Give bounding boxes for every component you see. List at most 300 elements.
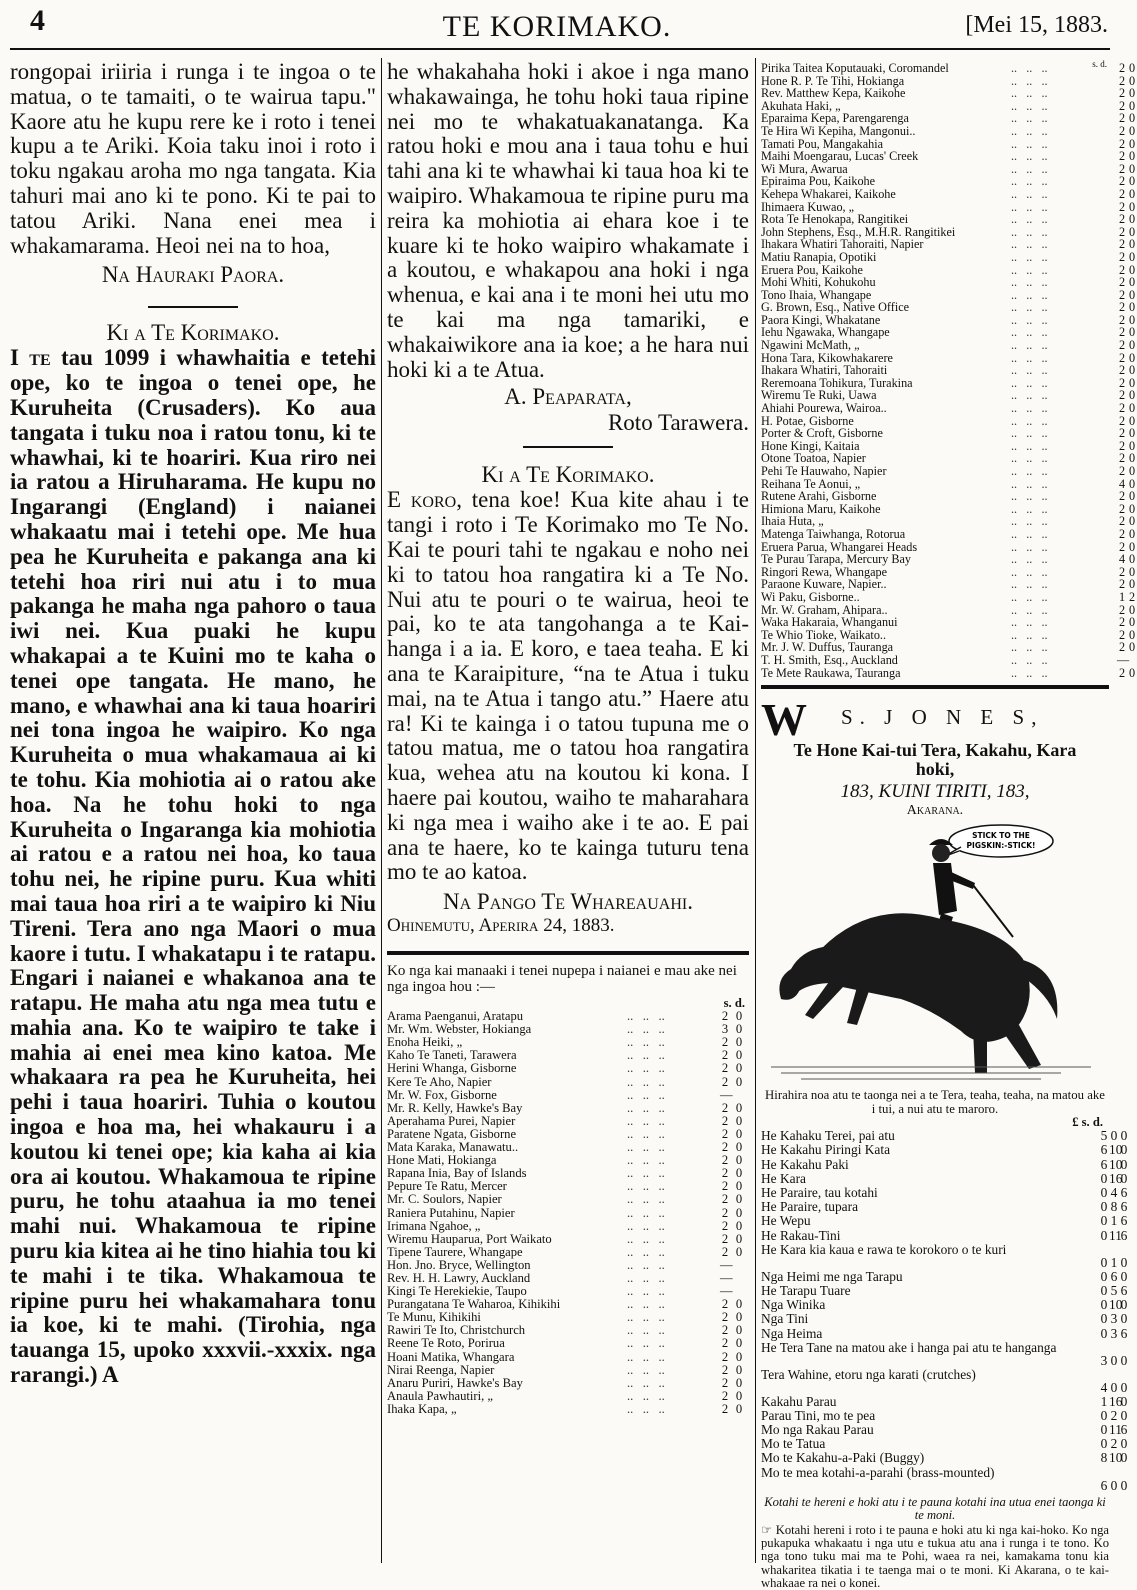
- amount-pence: 0: [735, 1336, 743, 1351]
- amount-pence: 0: [1128, 426, 1136, 441]
- double-rule: [387, 951, 749, 955]
- amount-shillings: 2: [721, 1375, 729, 1390]
- amount-pence: 0: [1128, 640, 1136, 655]
- leader-dots: .. .. ..: [627, 1074, 665, 1089]
- double-rule: [761, 685, 1109, 689]
- price-pence: 6: [1120, 1282, 1128, 1298]
- subscriber-name: Mohi Whiti, Kohukohu: [761, 275, 876, 290]
- amount-pence: 0: [1128, 73, 1136, 88]
- leader-dots: .. .. ..: [627, 1270, 665, 1285]
- leader-dots: .. .. ..: [1011, 375, 1048, 390]
- amount-shillings: —: [720, 1087, 733, 1102]
- subscriber-name: Kingi Te Herekiekie, Taupo: [387, 1284, 527, 1299]
- price-row: [761, 1393, 1128, 1409]
- subscriber-name: Mr. Wm. Webster, Hokianga: [387, 1022, 532, 1037]
- price-row: [761, 1436, 1128, 1452]
- amount-pence: 0: [1128, 212, 1136, 227]
- subscriber-row: [761, 123, 1136, 138]
- amount-shillings: 1: [1118, 589, 1126, 604]
- ad-note-italic: Kotahi te hereni e hoki atu i te pauna kotahi ina utua enei taonga ki te moni.: [764, 1494, 1106, 1522]
- subscriber-name: Wi Mura, Awarua: [761, 161, 848, 176]
- price-row: [761, 1464, 1128, 1493]
- price-row: [761, 1311, 1128, 1327]
- subscriber-row: [387, 1390, 749, 1403]
- page-header: [0, 0, 1114, 50]
- price-pence: 0: [1120, 1436, 1128, 1452]
- price-pounds: 4: [1100, 1379, 1108, 1395]
- subscriber-name: Reihana Te Aonui, „: [761, 476, 861, 491]
- price-pence: 0: [1120, 1311, 1128, 1327]
- amount-shillings: 2: [1118, 375, 1126, 390]
- newspaper-title: TE KORIMAKO.: [442, 10, 672, 43]
- leader-dots: .. .. ..: [627, 1153, 665, 1168]
- subscriber-name: Enoha Heiki, „: [387, 1035, 463, 1050]
- subscriber-name: Hone Mati, Hokianga: [387, 1153, 497, 1168]
- sd-label: s. d.: [1092, 59, 1107, 69]
- amount-shillings: 2: [721, 1048, 729, 1063]
- subscriber-name: Ngawini McMath, „: [761, 338, 860, 353]
- amount-shillings: 2: [721, 1336, 729, 1351]
- price-pounds: 0: [1100, 1227, 1108, 1243]
- price-pounds: 6: [1100, 1142, 1108, 1158]
- subscriber-name: Kehepa Whakarei, Kaikohe: [761, 186, 896, 201]
- amount-pence: 0: [1128, 526, 1136, 541]
- price-row: [761, 1142, 1128, 1158]
- subscriber-name: Raniera Putahinu, Napier: [387, 1205, 515, 1220]
- price-item-name: He Tera Tane na matou ake i hanga pai atu te hanganga: [761, 1339, 1057, 1355]
- amount-shillings: 2: [1118, 489, 1126, 504]
- amount-pence: 0: [1128, 375, 1136, 390]
- ad-town: Akarana.: [906, 803, 964, 819]
- subscriber-list: [761, 59, 1136, 680]
- amount-shillings: 2: [1118, 401, 1126, 416]
- subscriber-name: Ihaia Huta, „: [761, 514, 824, 529]
- price-pence: 0: [1120, 1128, 1128, 1144]
- price-pence: 0: [1120, 1170, 1128, 1186]
- amount-shillings: 2: [1118, 300, 1126, 315]
- amount-pence: 0: [735, 1048, 743, 1063]
- subscriber-name: Irimana Ngahoe, „: [387, 1218, 481, 1233]
- price-pence: 0: [1120, 1379, 1128, 1395]
- subscriber-row: [761, 186, 1136, 201]
- price-shillings: 10: [1109, 1142, 1123, 1158]
- price-item-name: He Paraire, tupara: [761, 1199, 859, 1215]
- amount-shillings: 2: [1118, 111, 1126, 126]
- amount-pence: 0: [1128, 552, 1136, 567]
- subscriber-name: Mr. C. Soulors, Napier: [387, 1192, 502, 1207]
- subscriber-row: [761, 275, 1136, 290]
- leader-dots: .. .. ..: [1011, 627, 1048, 642]
- price-pounds: 0: [1100, 1436, 1108, 1452]
- amount-shillings: 2: [721, 1074, 729, 1089]
- subscriber-row: [761, 589, 1136, 604]
- subscriber-name: Tono Ihaia, Whangape: [761, 287, 872, 302]
- amount-pence: 2: [1128, 589, 1136, 604]
- price-shillings: 0: [1110, 1128, 1118, 1144]
- subscriber-name: Matiu Ranapia, Opotiki: [761, 249, 877, 264]
- price-item-name: Nga Winika: [761, 1297, 826, 1313]
- amount-shillings: 2: [1118, 350, 1126, 365]
- amount-shillings: 2: [721, 1140, 729, 1155]
- price-shillings: 8: [1110, 1199, 1118, 1215]
- amount-pence: 0: [1128, 539, 1136, 554]
- subscriber-row: [387, 1246, 749, 1259]
- leader-dots: .. .. ..: [1011, 338, 1048, 353]
- subscriber-name: Kaho Te Taneti, Tarawera: [387, 1048, 517, 1063]
- leader-dots: .. .. ..: [627, 1375, 665, 1390]
- leader-dots: .. .. ..: [627, 1126, 665, 1141]
- subscriber-name: Hon. Jno. Bryce, Wellington: [387, 1257, 531, 1272]
- leader-dots: .. .. ..: [1011, 312, 1048, 327]
- price-shillings: 0: [1110, 1379, 1118, 1395]
- amount-shillings: 2: [721, 1388, 729, 1403]
- amount-pence: 0: [735, 1297, 743, 1312]
- subscriber-row: [761, 526, 1136, 541]
- amount-shillings: 2: [1118, 224, 1126, 239]
- amount-shillings: 2: [721, 1323, 729, 1338]
- leader-dots: .. .. ..: [627, 1192, 665, 1207]
- horse-foreleg: [847, 987, 869, 1025]
- price-pounds: 0: [1100, 1199, 1108, 1215]
- subscriber-name: Pehi Te Hauwaho, Napier: [761, 464, 887, 478]
- leader-dots: .. .. ..: [627, 1362, 665, 1377]
- amount-pence: 0: [735, 1323, 743, 1338]
- amount-shillings: 2: [1118, 338, 1126, 353]
- price-item-name: He Tarapu Tuare: [761, 1282, 851, 1298]
- price-row: [761, 1199, 1128, 1215]
- subscriber-name: Wiremu Hauparua, Port Waikato: [387, 1231, 552, 1246]
- price-pence: 0: [1120, 1477, 1128, 1493]
- leader-dots: .. .. ..: [1011, 413, 1048, 428]
- column-3: [761, 59, 1136, 1590]
- subscriber-name: Waka Hakaraia, Whanganui: [761, 615, 898, 630]
- subscriber-row: [387, 1089, 749, 1102]
- leader-dots: .. .. ..: [627, 1349, 665, 1364]
- price-shillings: 11: [1109, 1227, 1122, 1243]
- amount-shillings: 2: [721, 1126, 729, 1141]
- amount-pence: 0: [1128, 464, 1136, 478]
- amount-pence: 0: [735, 1205, 743, 1220]
- subscriber-row: [761, 149, 1136, 164]
- amount-pence: 0: [1128, 186, 1136, 201]
- price-pounds: 5: [1100, 1128, 1108, 1144]
- price-row: [761, 1156, 1128, 1172]
- price-item-name: He Kara: [761, 1170, 806, 1186]
- price-pounds: 6: [1100, 1156, 1108, 1172]
- ad-name-rest: S. J O N E S,: [841, 705, 1044, 730]
- leader-dots: .. .. ..: [1011, 665, 1048, 680]
- subscriber-name: Anaula Pawhautiri, „: [387, 1388, 493, 1403]
- subscriber-name: Reremoana Tohikura, Turakina: [761, 375, 913, 390]
- subscriber-name: Nirai Reenga, Napier: [387, 1362, 495, 1377]
- leader-dots: .. .. ..: [1011, 476, 1048, 491]
- amount-shillings: 2: [1118, 426, 1126, 441]
- amount-pence: 0: [735, 1166, 743, 1181]
- subscriber-row: [761, 212, 1136, 227]
- price-pence: 0: [1120, 1142, 1128, 1158]
- price-row: [761, 1297, 1128, 1313]
- leader-dots: .. .. ..: [1011, 501, 1048, 516]
- leader-dots: .. .. ..: [627, 1257, 665, 1272]
- price-shillings: 2: [1110, 1436, 1118, 1452]
- leader-dots: .. .. ..: [1011, 526, 1048, 541]
- amount-shillings: 2: [1118, 161, 1126, 176]
- leader-dots: .. .. ..: [627, 1140, 665, 1155]
- price-shillings: 4: [1110, 1185, 1118, 1201]
- subscriber-name: Hoani Matika, Whangara: [387, 1349, 515, 1364]
- subscriber-name: Eruera Parua, Whangarei Heads: [761, 539, 918, 554]
- leader-dots: .. .. ..: [1011, 514, 1048, 529]
- amount-shillings: 2: [721, 1297, 729, 1312]
- subscriber-name: Eparaima Kepa, Parengarenga: [761, 111, 909, 126]
- subscriber-row: [761, 338, 1136, 353]
- price-item-name: He Kara kia kaua e rawa te korokoro o te kuri: [761, 1241, 1007, 1257]
- amount-shillings: 2: [721, 1061, 729, 1076]
- amount-pence: 0: [735, 1113, 743, 1128]
- price-row: [761, 1227, 1128, 1243]
- price-item-name: Mo te mea kotahi-a-parahi (brass-mounted): [761, 1464, 995, 1480]
- subscriber-name: Pirika Taitea Koputauaki, Coromandel: [761, 61, 949, 75]
- leader-dots: .. .. ..: [1011, 86, 1048, 101]
- subscriber-row: [761, 426, 1136, 441]
- amount-pence: 0: [735, 1179, 743, 1194]
- amount-pence: 0: [735, 1009, 743, 1024]
- subscriber-name: Purangatana Te Waharoa, Kihikihi: [387, 1297, 561, 1312]
- amount-pence: 0: [735, 1362, 743, 1377]
- leader-dots: .. .. ..: [1011, 61, 1048, 75]
- leader-dots: .. .. ..: [627, 1113, 665, 1128]
- subscriber-row: [387, 1207, 749, 1220]
- leader-dots: .. .. ..: [1011, 589, 1048, 604]
- amount-shillings: 2: [1118, 249, 1126, 264]
- letter-heading: Ki a Te Korimako.: [106, 320, 280, 346]
- subscriber-name: Himiona Maru, Kaikohe: [761, 501, 881, 516]
- leader-dots: .. .. ..: [627, 1388, 665, 1403]
- bubble-text: PIGSKIN:-STICK!: [966, 841, 1036, 851]
- amount-pence: 0: [1128, 136, 1136, 151]
- amount-shillings: 2: [721, 1009, 729, 1024]
- leader-dots: .. .. ..: [627, 1179, 665, 1194]
- amount-pence: 0: [1128, 275, 1136, 290]
- amount-shillings: 2: [721, 1205, 729, 1220]
- leader-dots: .. .. ..: [627, 1166, 665, 1181]
- price-row: [761, 1241, 1128, 1270]
- amount-shillings: 2: [721, 1349, 729, 1364]
- price-pence: 0: [1120, 1407, 1128, 1423]
- amount-pence: 0: [1128, 514, 1136, 529]
- letter-signature: A. Peaparata,: [504, 384, 632, 410]
- amount-pence: 0: [1128, 602, 1136, 617]
- amount-pence: 0: [735, 1140, 743, 1155]
- leader-dots: .. .. ..: [1011, 652, 1048, 667]
- amount-pence: 0: [735, 1218, 743, 1233]
- subscriber-row: [761, 615, 1136, 630]
- leader-dots: .. .. ..: [627, 1022, 665, 1037]
- amount-shillings: 2: [1118, 665, 1126, 680]
- amount-shillings: 2: [1118, 539, 1126, 554]
- subscriber-row: [387, 1193, 749, 1206]
- leader-dots: .. .. ..: [1011, 577, 1048, 592]
- subscriber-name: Herini Whanga, Gisborne: [387, 1061, 517, 1076]
- subscriber-name: Iehu Ngawaka, Whangape: [761, 325, 890, 340]
- price-pence: 6: [1120, 1325, 1128, 1341]
- amount-shillings: 2: [1118, 237, 1126, 252]
- amount-pence: 0: [1128, 350, 1136, 365]
- price-pounds: 0: [1100, 1325, 1108, 1341]
- price-list: [761, 1128, 1128, 1493]
- amount-pence: 0: [1128, 401, 1136, 416]
- price-shillings: 2: [1110, 1407, 1118, 1423]
- horse-illustration: [761, 819, 1109, 1089]
- leader-dots: .. .. ..: [1011, 262, 1048, 277]
- price-pence: 0: [1120, 1297, 1128, 1313]
- amount-shillings: 2: [1118, 312, 1126, 327]
- price-row: [761, 1128, 1128, 1144]
- amount-shillings: 2: [721, 1231, 729, 1246]
- amount-shillings: 2: [1118, 640, 1126, 655]
- amount-shillings: 2: [1118, 388, 1126, 403]
- horse-hindleg: [1001, 1025, 1041, 1069]
- leader-dots: .. .. ..: [1011, 464, 1048, 478]
- subscriber-name: Mr. W. Fox, Gisborne: [387, 1087, 497, 1102]
- amount-pence: 0: [735, 1349, 743, 1364]
- letter-body: rongopai iriiria i runga i te ingoa o te matua, o te tamaiti, o te wairua tapu." Kaore atu he kupu rere ke i roto i tenei kupu a te Ariki. Koia taku inoi i roto i toku ngakau aroha mo nga tangata. Kia tahuri mai ano ki te pono. Ki te pai to tatou Ariki. Nana enei mea i whakamarama. Heoi nei na to hoa,: [10, 59, 376, 258]
- header-rule: [10, 48, 1110, 50]
- amount-shillings: —: [1117, 652, 1130, 667]
- subscriber-name: John Stephens, Esq., M.H.R. Rangitikei: [761, 224, 956, 239]
- amount-shillings: —: [720, 1284, 733, 1299]
- amount-pence: 0: [1128, 501, 1136, 516]
- amount-shillings: 2: [1118, 564, 1126, 579]
- amount-pence: 0: [1128, 312, 1136, 327]
- amount-shillings: 2: [1118, 602, 1126, 617]
- amount-pence: 0: [1128, 451, 1136, 466]
- column-rule: [381, 58, 382, 1563]
- letter-body: I te tau 1099 i whawhaitia e tetehi ope, ko te ingoa o tenei ope, he Kuruheita (Crusaders). Ko aua tangata i tuku noa i ratou tonu, ki te whawhai, ki te hoariri. Kua riro nei ia ratou a Hiruharama. He kupu no Ingarangi (England) i naianei whakaatu mai i tetehi ope. Me hua pea he Kuruheita e pakanga ana ki tetehi hoa riri nui atu i to mua pakanga he maha nga pahoro o taua iwi nei. Kua puaki he kupu whakapai a te Kuini mo te kaha o tenei ope tangata. He mano, he mano, e whawhai ana ki taua hoariri nei tona ingoa he waipiro. Ko nga Kuruheita o mua whakamaua ai ki te tohu. Kia mohiotia ai o ratou ake hoa. Na he tohu hoki to nga Kuruheita o Ingaranga kia mohiotia ai ratou e a ratou nei hoa, ko taua tohu nei, he ripine puru. Kua whiti mai taua hoa riri a te waipiro ki Niu Tireni. Tera ano nga Maori o mua kaore i tutu. I whakatapu i te ratapu. Engari i naianei e whakanoa ana te ratapu. He maha atu nga mea tutu e mahia ana. Ko te waipiro te take i mahia ai enei mea kino katoa. Me whakaara ra pea he Kuruheita, hei pehi i taua hoariri. Tuhia o koutou ingoa e hoa ma, hei whakauru i a koutou ki tenei ope; kia kaha ai kia ora ai koutou. Whakamoua te ripine puru, he tohu ataahua ia mo tenei mahi nui. Whakamoua te ripine puru kia kitea ai he tino hiahia tou ki te mahi i te tika. Whakamoua te ripine puru hei whakamahara tonu ia koe, ki te mahi. (Tirohia, nga tauanga 15, upoko xxxvii.-xxxix. nga rarangi.) A: [10, 345, 376, 1388]
- amount-pence: 0: [1128, 300, 1136, 315]
- subscriber-row: [761, 86, 1136, 101]
- price-pence: 6: [1120, 1185, 1128, 1201]
- subscriber-row: [387, 1351, 749, 1364]
- price-shillings: 10: [1109, 1156, 1123, 1172]
- price-pence: 6: [1120, 1213, 1128, 1229]
- amount-pence: 0: [1128, 111, 1136, 126]
- price-item-name: He Kakahu Piringi Kata: [761, 1142, 891, 1158]
- price-pence: 6: [1120, 1199, 1128, 1215]
- price-pounds: 8: [1100, 1450, 1108, 1466]
- leader-dots: .. .. ..: [627, 1323, 665, 1338]
- leader-dots: .. .. ..: [1011, 564, 1048, 579]
- amount-shillings: 2: [1118, 363, 1126, 378]
- leader-dots: .. .. ..: [1011, 350, 1048, 365]
- leader-dots: .. .. ..: [1011, 161, 1048, 176]
- leader-dots: .. .. ..: [1011, 199, 1048, 214]
- amount-pence: 0: [1128, 98, 1136, 113]
- price-shillings: 0: [1110, 1477, 1118, 1493]
- subscriber-name: Te Hira Wi Kepiha, Mangonui..: [761, 123, 916, 138]
- subscriber-name: Ihakara Whatiri, Tahoraiti: [761, 363, 888, 378]
- amount-shillings: —: [720, 1257, 733, 1272]
- leader-dots: .. .. ..: [1011, 451, 1048, 466]
- price-pounds: 0: [1100, 1282, 1108, 1298]
- subscriber-name: Rev. H. H. Lawry, Auckland: [387, 1270, 531, 1285]
- amount-shillings: 2: [1118, 174, 1126, 189]
- subscriber-name: Rota Te Henokapa, Rangitikei: [761, 212, 909, 227]
- letter-body: he whakahaha hoki i akoe i nga mano whakawainga, he tohu hoki taua ripine nei mo te whakatuakanatanga. Ka ratou hoki e mou ana i taua tohu e hui tahi ana ki te whawhai ki taua hoa ki te waipiro. Whakamoua te ripine puru ma reira ka mohiotia ai ehara koe i te kuare ki te hoko waipiro whakamate i a koutou, e whakapou ana hoki i nga whenua, e kai ana i te moni hei utu mo te kai ma nga tamariki, e whakaiwikore ana ia koe; a he hara nui hoki ki a te Atua.: [387, 59, 749, 382]
- column-2: [387, 60, 749, 1565]
- subscriber-name: Te Munu, Kihikihi: [387, 1310, 481, 1325]
- leader-dots: .. .. ..: [627, 1061, 665, 1076]
- amount-shillings: 2: [1118, 98, 1126, 113]
- subscriber-name: Aperahama Purei, Napier: [387, 1113, 516, 1128]
- price-item-name: He Wepu: [761, 1213, 811, 1229]
- subscriber-name: Rawiri Te Ito, Christchurch: [387, 1323, 526, 1338]
- amount-shillings: 2: [721, 1153, 729, 1168]
- amount-pence: 0: [1128, 438, 1136, 453]
- amount-shillings: 2: [721, 1100, 729, 1115]
- amount-shillings: 2: [1118, 325, 1126, 340]
- amount-shillings: 2: [1118, 287, 1126, 302]
- leader-dots: .. .. ..: [1011, 123, 1048, 138]
- leader-dots: .. .. ..: [1011, 426, 1048, 441]
- price-pounds: 0: [1100, 1268, 1108, 1284]
- amount-pence: 0: [735, 1244, 743, 1259]
- amount-pence: 0: [1128, 325, 1136, 340]
- amount-shillings: 2: [1118, 451, 1126, 466]
- price-pounds: 0: [1100, 1254, 1108, 1270]
- section-divider: [148, 306, 238, 308]
- leader-dots: .. .. ..: [1011, 287, 1048, 302]
- price-row: [761, 1339, 1128, 1368]
- price-shillings: 0: [1110, 1352, 1118, 1368]
- amount-pence: 0: [735, 1074, 743, 1089]
- letter-dateline: Ohinemutu, Aperira 24, 1883.: [387, 915, 615, 937]
- price-item-name: Nga Tini: [761, 1311, 809, 1327]
- subscriber-name: Akuhata Haki, „: [761, 98, 841, 113]
- price-shillings: 3: [1110, 1311, 1118, 1327]
- amount-pence: 0: [1128, 287, 1136, 302]
- price-shillings: 11: [1109, 1422, 1122, 1438]
- amount-pence: 0: [1128, 363, 1136, 378]
- price-pounds: 0: [1100, 1311, 1108, 1327]
- subscriber-name: Pepure Te Ratu, Mercer: [387, 1179, 507, 1194]
- letter-body: E koro, tena koe! Kua kite ahau i te tangi i roto i Te Korimako mo Te No. Kai te pouri tahi te ngakau e noho nei ki to tatou hoa rangatira ki a Te No. Nui atu te pouri o te wairua, heoi te pai, ko te ata tangohanga a te Kai-hanga i a ia. E koro, e taea teaha. E ki ana te Karaipiture, “na te Atua i tuku mai, na te Atua i tango atu.” Haere atu ra! Ki te kainga i o tatou tupuna me o tatou matua, me o tatou hoa rangatira kua, wehea atu na koutou ki kona. I haere pai koutou, waiho te maharahara ki nga mea i waiho ake i te ao. E pai ana te haere, ko te kainga tuturu tena mo te ao katoa.: [387, 487, 750, 885]
- price-pounds: 0: [1100, 1170, 1108, 1186]
- amount-shillings: 2: [1118, 262, 1126, 277]
- subscriber-row: [387, 1076, 749, 1089]
- sd-label: s. d.: [723, 996, 745, 1011]
- subscriber-name: Kere Te Aho, Napier: [387, 1074, 492, 1089]
- subscriber-name: Arama Paenganui, Aratapu: [387, 1009, 524, 1024]
- letter-signature: Na Hauraki Paora.: [101, 262, 285, 288]
- amount-pence: 0: [1128, 149, 1136, 164]
- subscriber-row: [761, 552, 1136, 567]
- subscriber-name: Porter & Croft, Gisborne: [761, 426, 883, 441]
- subscriber-row: [761, 665, 1136, 680]
- subscriber-name: Ringori Rewa, Whangape: [761, 564, 888, 579]
- subscriber-name: Wiremu Te Ruki, Uawa: [761, 388, 877, 403]
- price-pounds: 1: [1100, 1393, 1108, 1409]
- subscriber-row: [761, 401, 1136, 416]
- price-pence: 0: [1120, 1450, 1128, 1466]
- leader-dots: .. .. ..: [1011, 401, 1048, 416]
- leader-dots: .. .. ..: [1011, 111, 1048, 126]
- amount-shillings: 2: [1118, 123, 1126, 138]
- price-pounds: 6: [1100, 1477, 1108, 1493]
- leader-dots: .. .. ..: [1011, 602, 1048, 617]
- subscriber-row: [761, 363, 1136, 378]
- price-pence: 0: [1120, 1268, 1128, 1284]
